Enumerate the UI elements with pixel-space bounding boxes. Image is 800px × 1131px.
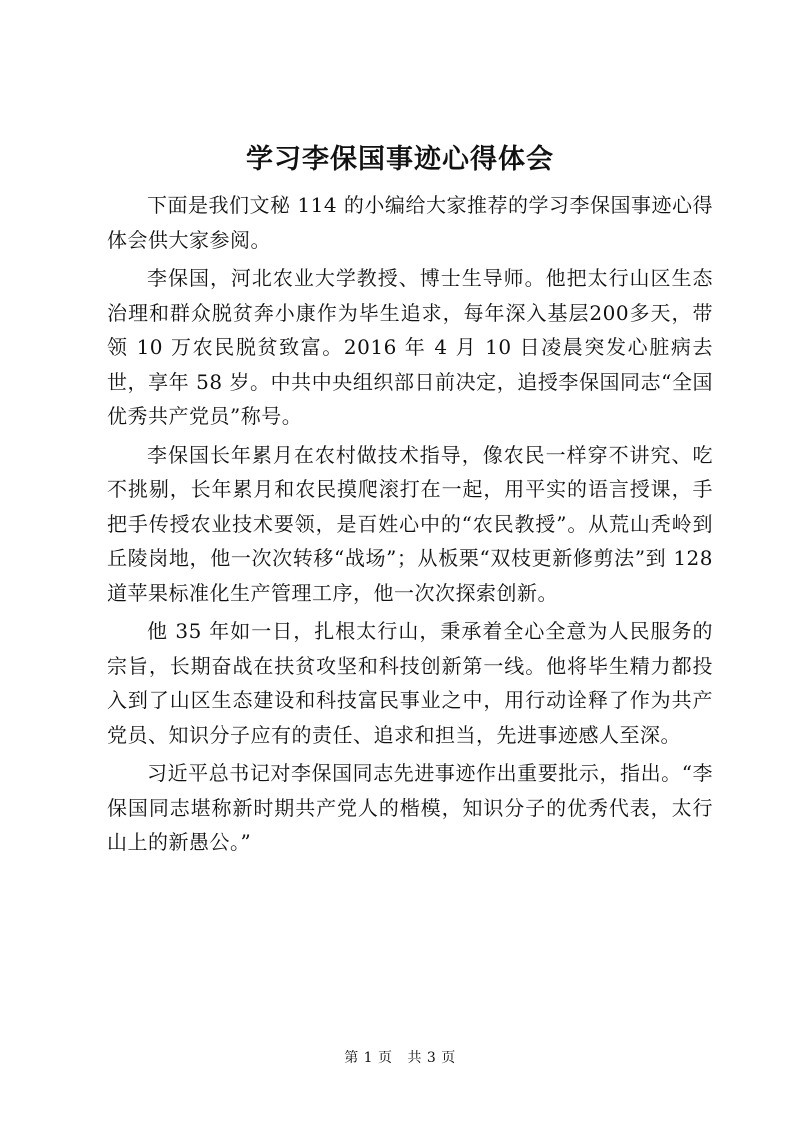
paragraph-intro: 下面是我们文秘 114 的小编给大家推荐的学习李保国事迹心得体会供大家参阅。 bbox=[107, 193, 713, 252]
paragraph-instruction: 习近平总书记对李保国同志先进事迹作出重要批示，指出。“李保国同志堪称新时期共产党人的楷模，知识分子的优秀代表，太行山上的新愚公。” bbox=[107, 761, 713, 854]
paragraph-biography: 李保国，河北农业大学教授、博士生导师。他把太行山区生态治理和群众脱贫奔小康作为毕生追求，每年深入基层200多天，带领 10 万农民脱贫致富。2016 年 4 月 10 日凌晨突发心脏病去世，享年 58 岁。中共中央组织部日前决定，追授李保国同志“全国优秀共产党员”称号。 bbox=[107, 266, 713, 428]
page-number: 第 1 页 bbox=[344, 1050, 393, 1066]
page-footer bbox=[0, 1048, 800, 1068]
document-body bbox=[107, 188, 713, 864]
document-title: 学习李保国事迹心得体会 bbox=[246, 144, 554, 175]
paragraph-dedication: 他 35 年如一日，扎根太行山，秉承着全心全意为人民服务的宗旨，长期奋战在扶贫攻坚和科技创新第一线。他将毕生精力都投入到了山区生态建设和科技富民事业之中，用行动诠释了作为共产党员、知识分子应有的责任、追求和担当，先进事迹感人至深。 bbox=[107, 619, 713, 747]
paragraph-field-work: 李保国长年累月在农村做技术指导，像农民一样穿不讲究、吃不挑剔，长年累月和农民摸爬滚打在一起，用平实的语言授课，手把手传授农业技术要领，是百姓心中的“农民教授”。从荒山秃岭到丘陵岗地，他一次次转移“战场”；从板栗“双枝更新修剪法”到 128 道苹果标准化生产管理工序，他一次次探索创新。 bbox=[107, 442, 713, 605]
page-total: 共 3 页 bbox=[407, 1050, 456, 1066]
